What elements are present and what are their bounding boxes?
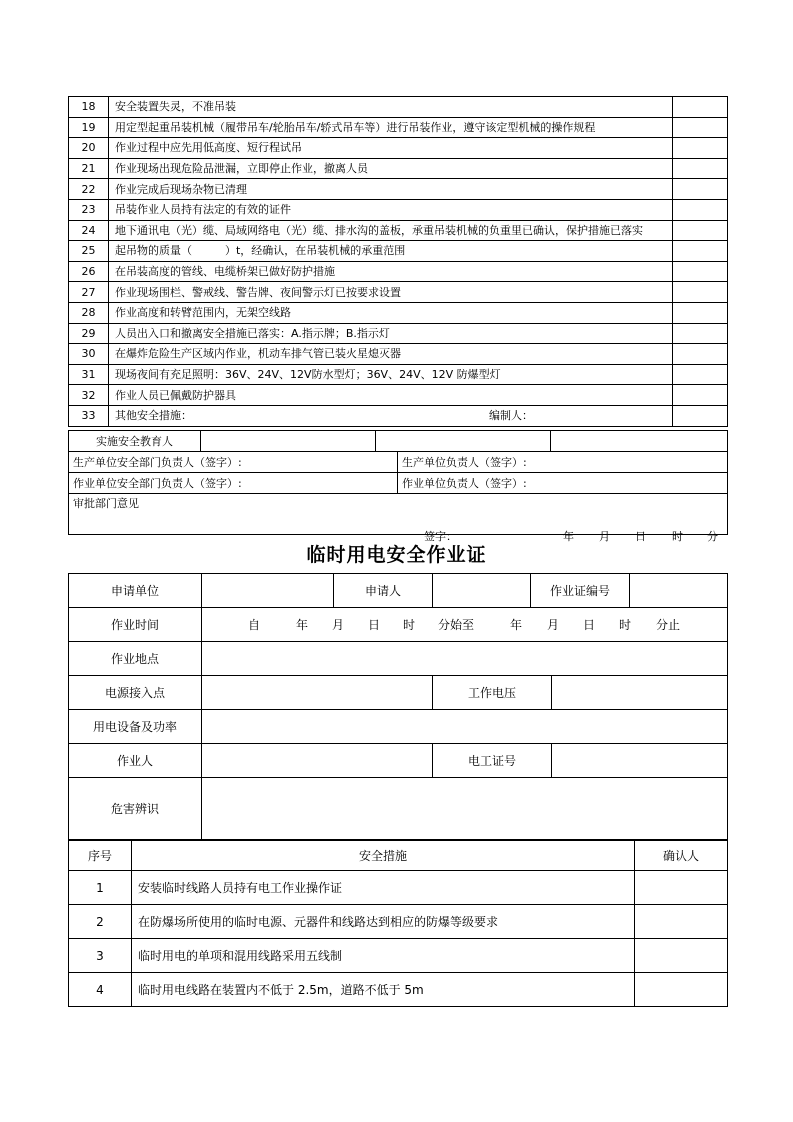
permit-no-label: 作业证编号 — [531, 574, 630, 608]
row-number: 23 — [69, 199, 109, 220]
permit-info-table — [68, 573, 728, 840]
time-day-1: 日 — [368, 618, 381, 632]
confirm-cell[interactable] — [673, 117, 728, 138]
confirmer-cell[interactable] — [635, 973, 728, 1007]
electric-measures-table — [68, 840, 728, 1007]
working-voltage-field[interactable] — [552, 676, 728, 710]
other-measures-label: 其他安全措施： — [115, 409, 192, 423]
electric-measure-row — [69, 973, 728, 1007]
measure-text: 用定型起重吊装机械（履带吊车/轮胎吊车/轿式吊车等）进行吊装作业，遵守该定型机械的操作规程 — [109, 117, 673, 138]
measure-row — [69, 179, 728, 200]
confirmer-cell[interactable] — [635, 939, 728, 973]
prod-safety-dept-signature[interactable]: 生产单位安全部门负责人（签字）: — [69, 452, 398, 473]
confirm-cell[interactable] — [673, 179, 728, 200]
row-number: 18 — [69, 97, 109, 118]
worker-field[interactable] — [202, 744, 433, 778]
electric-measure-row — [69, 939, 728, 973]
day-label: 日 — [635, 530, 646, 543]
confirm-cell[interactable] — [673, 405, 728, 426]
row-number: 20 — [69, 138, 109, 159]
measure-row — [69, 302, 728, 323]
row-number: 1 — [69, 871, 132, 905]
measure-text: 作业人员已佩戴防护器具 — [109, 385, 673, 406]
education-field-2[interactable] — [376, 431, 551, 452]
row-number: 27 — [69, 282, 109, 303]
measure-text: 安装临时线路人员持有电工作业操作证 — [132, 871, 635, 905]
measure-row — [69, 158, 728, 179]
measure-text: 吊装作业人员持有法定的有效的证件 — [109, 199, 673, 220]
time-min-start-to: 分始至 — [438, 618, 475, 632]
education-field-3[interactable] — [551, 431, 728, 452]
row-number: 22 — [69, 179, 109, 200]
confirm-cell[interactable] — [673, 138, 728, 159]
measure-row — [69, 364, 728, 385]
confirm-cell[interactable] — [673, 282, 728, 303]
measure-text: 起吊物的质量（ ）t，经确认，在吊装机械的承重范围 — [109, 241, 673, 262]
hoisting-measures-table — [68, 96, 728, 427]
applicant-unit-label: 申请单位 — [69, 574, 202, 608]
hour-label: 时 — [672, 530, 683, 543]
power-access-field[interactable] — [202, 676, 433, 710]
confirm-cell[interactable] — [673, 344, 728, 365]
work-location-label: 作业地点 — [69, 642, 202, 676]
row-number: 28 — [69, 302, 109, 323]
compiler-label: 编制人： — [489, 408, 533, 422]
measure-row — [69, 344, 728, 365]
time-hour-1: 时 — [403, 618, 416, 632]
time-month-2: 月 — [547, 618, 560, 632]
work-location-field[interactable] — [202, 642, 728, 676]
work-time-field[interactable] — [202, 608, 728, 642]
page-title: 临时用电安全作业证 — [306, 544, 487, 566]
measure-text: 作业现场出现危险品泄漏，立即停止作业，撤离人员 — [109, 158, 673, 179]
working-voltage-label: 工作电压 — [433, 676, 552, 710]
minute-label: 分 — [707, 530, 718, 543]
row-number: 21 — [69, 158, 109, 179]
month-label: 月 — [599, 530, 610, 543]
measure-text: 地下通讯电（光）缆、局域网络电（光）缆、排水沟的盖板，承重吊装机械的负重里已确认，保护措施已落实 — [109, 220, 673, 241]
measure-text: 现场夜间有充足照明：36V、24V、12V防水型灯；36V、24V、12V 防爆型灯 — [109, 364, 673, 385]
measure-text: 作业过程中应先用低高度、短行程试吊 — [109, 138, 673, 159]
time-year-1: 年 — [296, 618, 309, 632]
applicant-field[interactable] — [433, 574, 531, 608]
worker-row — [69, 744, 728, 778]
approval-row — [69, 494, 728, 535]
measure-row — [69, 138, 728, 159]
measure-text: 在吊装高度的管线、电缆桥架已做好防护措施 — [109, 261, 673, 282]
time-from: 自 — [248, 618, 261, 632]
measure-text: 在爆炸危险生产区域内作业，机动车排气管已装火星熄灭器 — [109, 344, 673, 365]
applicant-label: 申请人 — [334, 574, 433, 608]
permit-no-field[interactable] — [630, 574, 728, 608]
row-number: 31 — [69, 364, 109, 385]
confirm-cell[interactable] — [673, 261, 728, 282]
confirm-cell[interactable] — [673, 323, 728, 344]
confirm-cell[interactable] — [673, 97, 728, 118]
work-signature-row — [69, 473, 728, 494]
measure-text: 临时用电线路在装置内不低于 2.5m，道路不低于 5m — [132, 973, 635, 1007]
measure-row — [69, 97, 728, 118]
confirm-cell[interactable] — [673, 364, 728, 385]
measures-header-row — [69, 841, 728, 871]
measure-text: 临时用电的单项和混用线路采用五线制 — [132, 939, 635, 973]
row-number: 24 — [69, 220, 109, 241]
row-number: 32 — [69, 385, 109, 406]
location-row — [69, 642, 728, 676]
electrician-cert-label: 电工证号 — [433, 744, 552, 778]
header-measure: 安全措施 — [132, 841, 635, 871]
production-signature-row — [69, 452, 728, 473]
measure-row — [69, 241, 728, 262]
confirm-cell[interactable] — [673, 302, 728, 323]
measure-row — [69, 282, 728, 303]
education-field-1[interactable] — [201, 431, 376, 452]
confirm-cell[interactable] — [673, 385, 728, 406]
approval-opinion-cell[interactable] — [69, 494, 728, 543]
work-time-label: 作业时间 — [69, 608, 202, 642]
applicant-unit-field[interactable] — [202, 574, 334, 608]
time-hour-2: 时 — [619, 618, 632, 632]
confirm-cell[interactable] — [673, 220, 728, 241]
confirmer-cell[interactable] — [635, 905, 728, 939]
approval-opinion-label: 审批部门意见 — [73, 497, 139, 510]
education-row — [69, 431, 728, 452]
measure-row-33 — [69, 405, 728, 426]
time-day-2: 日 — [583, 618, 596, 632]
row-number: 26 — [69, 261, 109, 282]
measure-row — [69, 385, 728, 406]
row-number: 3 — [69, 939, 132, 973]
measure-text: 作业高度和转臂范围内，无架空线路 — [109, 302, 673, 323]
signature-table — [68, 430, 728, 543]
education-label: 实施安全教育人 — [69, 431, 201, 452]
electrician-cert-field[interactable] — [552, 744, 728, 778]
measure-text: 安全装置失灵，不准吊装 — [109, 97, 673, 118]
year-label: 年 — [563, 530, 574, 543]
row-number: 19 — [69, 117, 109, 138]
measure-text: 在防爆场所使用的临时电源、元器件和线路达到相应的防爆等级要求 — [132, 905, 635, 939]
header-confirmer: 确认人 — [635, 841, 728, 871]
measure-row — [69, 220, 728, 241]
confirm-cell[interactable] — [673, 241, 728, 262]
work-unit-head-signature[interactable]: 作业单位负责人（签字）: — [398, 473, 728, 494]
measure-text: 作业现场围栏、警戒线、警告牌、夜间警示灯已按要求设置 — [109, 282, 673, 303]
row-number: 25 — [69, 241, 109, 262]
row-number: 2 — [69, 905, 132, 939]
equipment-power-field[interactable] — [202, 710, 728, 744]
sign-label: 签字： — [424, 530, 457, 543]
worker-label: 作业人 — [69, 744, 202, 778]
measure-row — [69, 199, 728, 220]
equipment-row — [69, 710, 728, 744]
applicant-row — [69, 574, 728, 608]
confirmer-cell[interactable] — [635, 871, 728, 905]
other-measures-cell[interactable] — [109, 405, 673, 426]
electric-measure-row — [69, 905, 728, 939]
row-number: 33 — [69, 405, 109, 426]
time-month-1: 月 — [332, 618, 345, 632]
row-number: 30 — [69, 344, 109, 365]
equipment-power-label: 用电设备及功率 — [69, 710, 202, 744]
time-year-2: 年 — [510, 618, 523, 632]
measure-row — [69, 117, 728, 138]
confirm-cell[interactable] — [673, 199, 728, 220]
measure-text: 作业完成后现场杂物已清理 — [109, 179, 673, 200]
row-number: 29 — [69, 323, 109, 344]
electric-measure-row — [69, 871, 728, 905]
measure-row — [69, 261, 728, 282]
work-safety-dept-signature[interactable]: 作业单位安全部门负责人（签字）: — [69, 473, 398, 494]
hazard-row — [69, 778, 728, 840]
hazard-identification-field[interactable] — [202, 778, 728, 840]
confirm-cell[interactable] — [673, 158, 728, 179]
prod-unit-head-signature[interactable]: 生产单位负责人（签字）: — [398, 452, 728, 473]
power-row — [69, 676, 728, 710]
time-min-end: 分止 — [656, 618, 681, 632]
hazard-identification-label: 危害辨识 — [69, 778, 202, 840]
row-number: 4 — [69, 973, 132, 1007]
header-no: 序号 — [69, 841, 132, 871]
measure-row — [69, 323, 728, 344]
work-time-row — [69, 608, 728, 642]
power-access-label: 电源接入点 — [69, 676, 202, 710]
measure-text: 人员出入口和撤离安全措施已落实：A.指示牌；B.指示灯 — [109, 323, 673, 344]
